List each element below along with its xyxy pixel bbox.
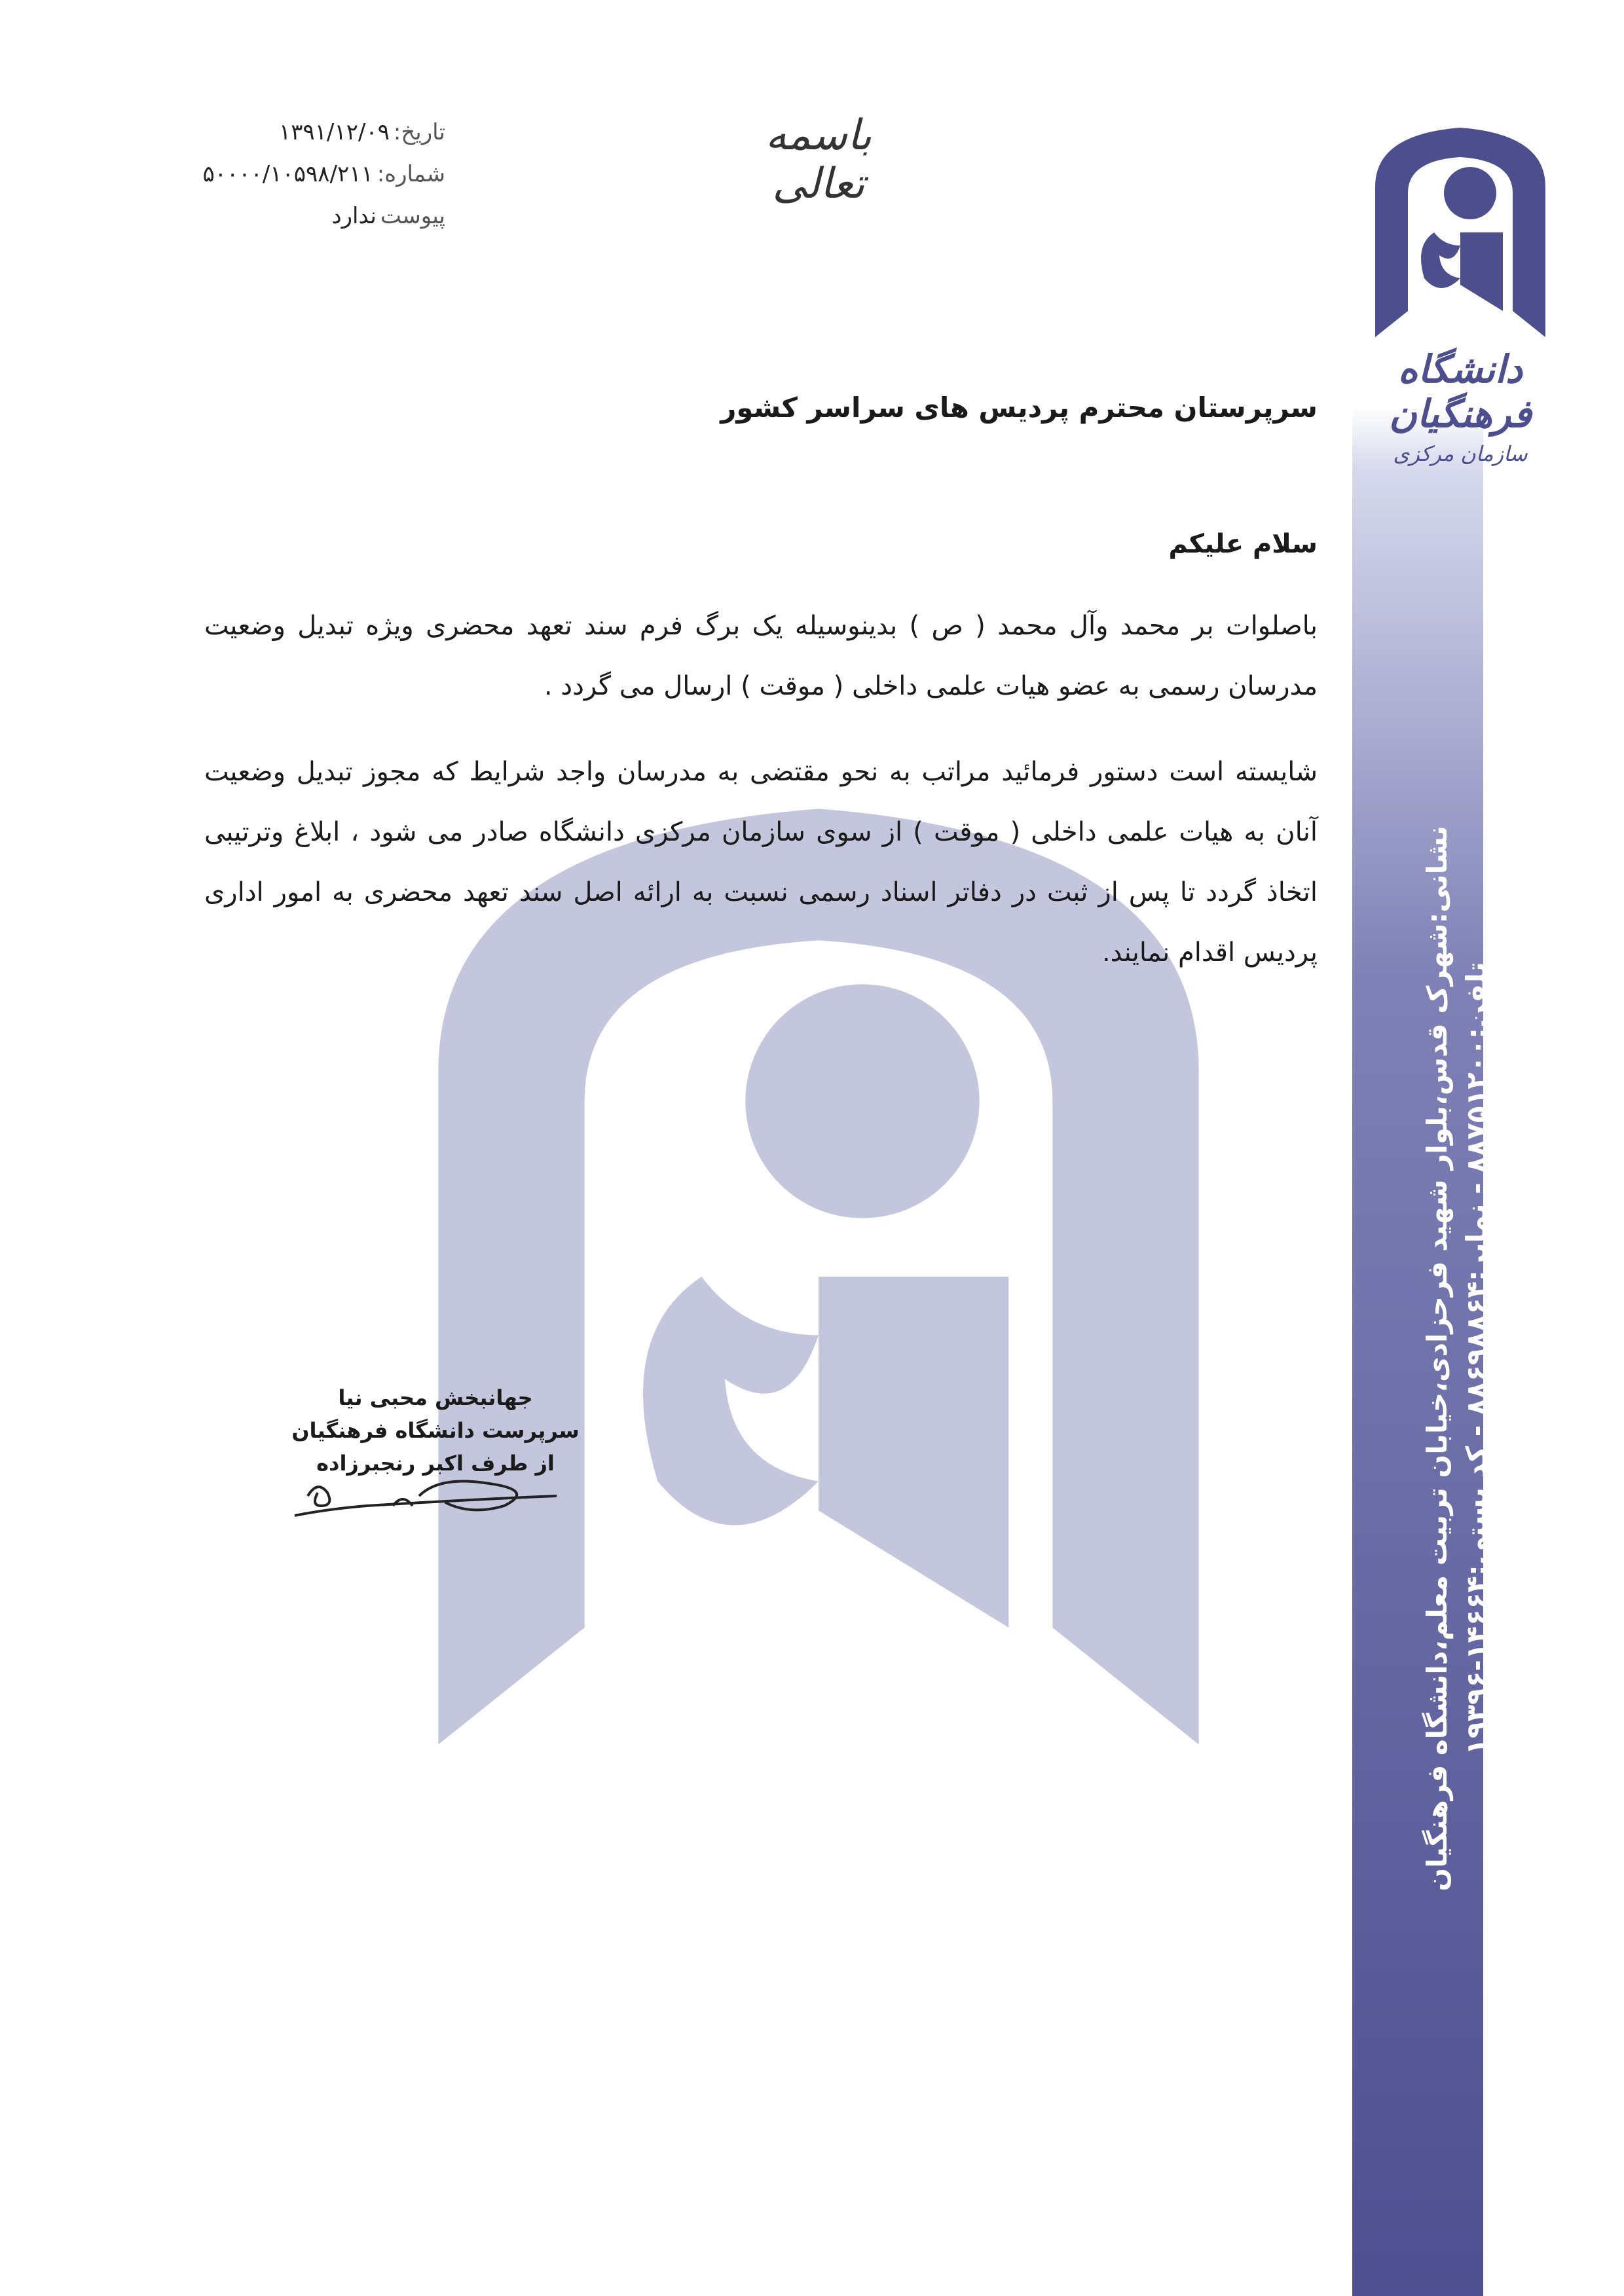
greeting-line: سلام علیکم [1168,529,1318,559]
date-row [157,111,445,153]
basmala: باسمه تعالی [765,111,872,208]
signer-name: جهانبخش محبی نیا [338,1385,533,1410]
attachment-label: پیوست [380,203,445,229]
logo-subtitle: سازمان مرکزی [1393,441,1528,466]
university-logo-icon [1362,115,1559,350]
signer-title: سرپرست دانشگاه فرهنگیان [291,1418,580,1443]
handwritten-signature-icon [288,1470,563,1529]
sidebar-address: نشانی:شهرک قدس،بلوار شهید فرحزادی،خیابان تربیت معلم،دانشگاه فرهنگیان [1421,826,1453,1891]
attachment-row [157,195,445,237]
letter-meta [157,111,445,237]
sidebar-contact-text [1418,786,1536,1931]
logo-name: دانشگاه فرهنگیان [1389,347,1532,436]
date-label: تاریخ: [393,119,445,145]
number-label: شماره: [377,161,445,187]
attachment-value: ندارد [331,203,377,229]
signature-block [288,1381,583,1480]
sidebar-contact: تلفن:۸۸۷۵۱۲۰۰ - نمابر:۸۸۶۹۸۸۶۴ - کد پستی:۱۴۶۶۴-۱۹۳۹۶ [1460,962,1492,1755]
recipient-line: سرپرستان محترم پردیس های سراسر کشور [720,392,1318,424]
body-paragraph-1: باصلوات بر محمد وآل محمد ( ص ) بدینوسیله یک برگ فرم سند تعهد محضری ویژه تبدیل وضعیت مدرسان رسمی به عضو هیات علمی داخلی ( موقت ) ارسال می گردد . [204,611,1318,701]
body-paragraph-2: شایسته است دستور فرمائید مراتب به نحو مقتضی به مدرسان واجد شرایط که مجوز تبدیل وضعیت آنان به هیات علمی داخلی ( موقت ) از سوی سازمان مرکزی دانشگاه صادر می شود ، ابلاغ وترتیبی اتخاذ گردد تا پس از ثبت در دفاتر اسناد رسمی نسبت به ارائه اصل سند تعهد محضری به امور اداری پردیس اقدام نمایند. [204,757,1318,968]
date-value: ۱۳۹۱/۱۲/۰۹ [278,119,390,145]
logo-caption [1342,347,1578,466]
signer-on-behalf: از طرف اکبر رنجبرزاده [316,1451,555,1476]
number-value: ۵۰۰۰۰/۱۰۵۹۸/۲۱۱ [202,161,373,187]
sidebar-website: www.cfu.ac.ir [1500,1252,1532,1465]
number-row [157,153,445,195]
